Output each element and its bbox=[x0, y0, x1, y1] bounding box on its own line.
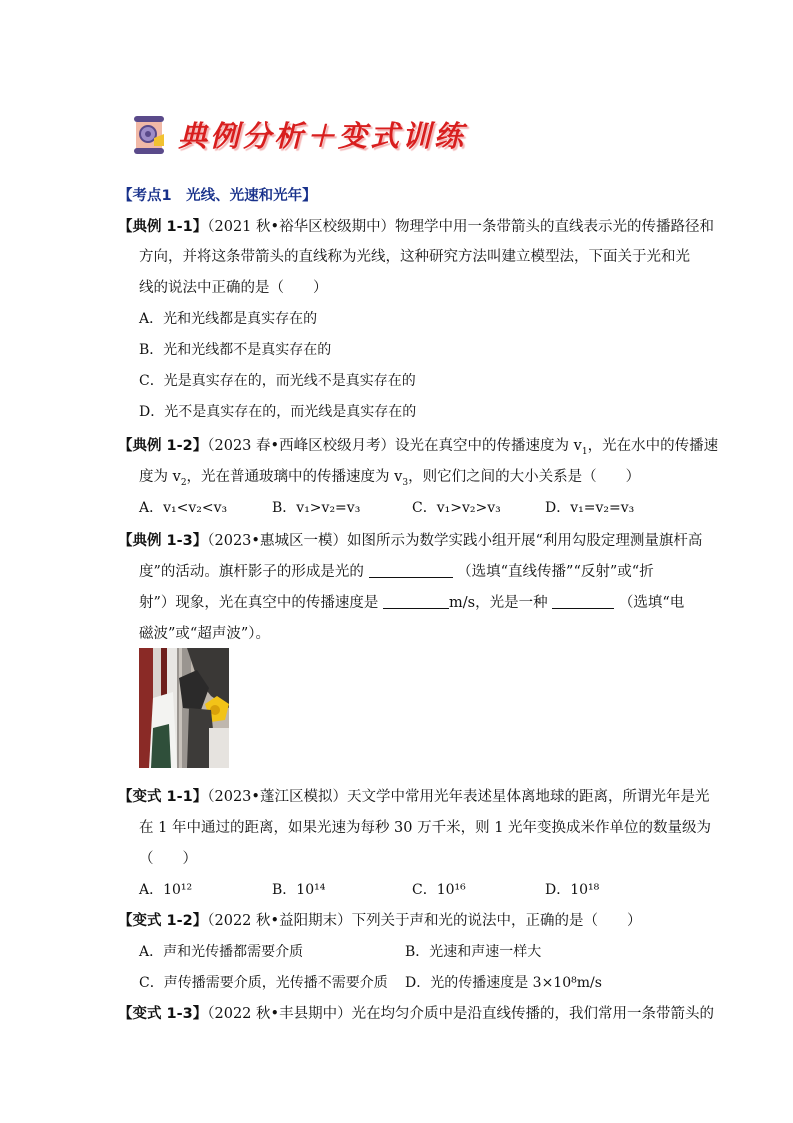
option-a: A．声和光传播都需要介质 bbox=[139, 944, 304, 960]
option-c: C．10¹⁶ bbox=[412, 882, 466, 898]
option-a: A．光和光线都是真实存在的 bbox=[139, 311, 318, 327]
question-tag: 【变式 1-2】 bbox=[118, 913, 208, 929]
question-tag: 【典例 1-3】 bbox=[118, 533, 208, 549]
question-tag: 【典例 1-1】 bbox=[118, 219, 208, 235]
option-d: D．10¹⁸ bbox=[545, 882, 600, 898]
question-text: （2022 秋•丰县期中）光在均匀介质中是沿直线传播的，我们常用一条带箭头的 bbox=[207, 1006, 715, 1022]
option-a: A．v₁<v₂<v₃ bbox=[139, 500, 228, 516]
question-text: 射”）现象，光在真空中的传播速度是 bbox=[139, 595, 379, 611]
question-1-3-line-4: 磁波”或“超声波”）。 bbox=[139, 626, 270, 642]
question-text: （2023 春•西峰区校级月考）设光在真空中的传播速度为 v bbox=[207, 438, 582, 454]
variant-1-1-line-1 bbox=[118, 787, 709, 807]
question-1-3-line-2 bbox=[139, 562, 654, 582]
option-b: B．光和光线都不是真实存在的 bbox=[139, 342, 332, 358]
option-b: B．v₁>v₂=v₃ bbox=[272, 500, 361, 516]
question-1-2-line-1: 【典例 1-2】（2023 春•西峰区校级月考）设光在真空中的传播速度为 $v_1$，光在水中的传播速 bbox=[118, 438, 719, 457]
section-heading: 【考点1 光线、光速和光年】 bbox=[118, 188, 317, 204]
option-d: D．v₁=v₂=v₃ bbox=[545, 500, 635, 516]
question-1-3-line-3 bbox=[139, 593, 684, 613]
variant-1-1-line-3: （ ） bbox=[139, 851, 197, 867]
question-1-1-line-3: 线的说法中正确的是（ ） bbox=[139, 280, 328, 296]
question-text: ，则它们之间的大小关系是（ ） bbox=[408, 469, 641, 485]
question-tag: 【典例 1-2】 bbox=[118, 438, 208, 454]
option-d: D．光的传播速度是 3×10⁸m/s bbox=[405, 975, 602, 991]
flagpole-shadow-image bbox=[139, 648, 229, 768]
option-d: D．光不是真实存在的，而光线是真实存在的 bbox=[139, 404, 417, 420]
scroll-book-icon bbox=[128, 112, 172, 156]
variant-1-2-line-1 bbox=[118, 911, 642, 931]
question-text: 度”的活动。旗杆影子的形成是光的 bbox=[139, 564, 364, 580]
flagpole-photo bbox=[139, 648, 229, 768]
question-tag: 【变式 1-3】 bbox=[118, 1006, 208, 1022]
question-1-2-line-2: 度为 $v_2$，光在普通玻璃中的传播速度为 $v_3$，则它们之间的大小关系是（ ） bbox=[139, 469, 641, 488]
question-text: （选填“电 bbox=[618, 595, 685, 611]
answer-blank-3[interactable] bbox=[552, 594, 614, 609]
variant-1-3-line-1 bbox=[118, 1004, 714, 1024]
answer-blank-1[interactable] bbox=[369, 563, 453, 578]
question-text: （2022 秋•益阳期末）下列关于声和光的说法中，正确的是（ ） bbox=[207, 913, 642, 929]
question-text: 度为 v bbox=[139, 469, 181, 485]
variant-1-1-line-2: 在 1 年中通过的距离，如果光速为每秒 30 万千米，则 1 光年变换成米作单位的数量级为 bbox=[139, 820, 712, 836]
question-text: （选填“直线传播”“反射”或“折 bbox=[457, 564, 654, 580]
question-text: ，光在水中的传播速 bbox=[587, 438, 719, 454]
option-c: C．v₁>v₂>v₃ bbox=[412, 500, 501, 516]
question-1-1-line-2: 方向，并将这条带箭头的直线称为光线，这种研究方法叫建立模型法，下面关于光和光 bbox=[139, 249, 690, 265]
answer-blank-2[interactable] bbox=[383, 594, 449, 609]
option-a: A．10¹² bbox=[139, 882, 193, 898]
question-text: （2021 秋•裕华区校级期中）物理学中用一条带箭头的直线表示光的传播路径和 bbox=[207, 219, 715, 235]
question-1-1-line-1 bbox=[118, 217, 714, 237]
question-text: （2023•惠城区一模）如图所示为数学实践小组开展“利用勾股定理测量旗杆高 bbox=[207, 533, 703, 549]
question-tag: 【变式 1-1】 bbox=[118, 789, 208, 805]
question-1-3-line-1 bbox=[118, 531, 702, 551]
option-c: C．光是真实存在的，而光线不是真实存在的 bbox=[139, 373, 416, 389]
banner-title: 典例分析＋变式训练 bbox=[178, 119, 467, 153]
question-text: ，光在普通玻璃中的传播速度为 v bbox=[186, 469, 403, 485]
option-b: B．光速和声速一样大 bbox=[405, 944, 542, 960]
option-c: C．声传播需要介质，光传播不需要介质 bbox=[139, 975, 388, 991]
section-banner bbox=[128, 108, 488, 158]
question-text: （2023•蓬江区模拟）天文学中常用光年表述星体离地球的距离，所谓光年是光 bbox=[207, 789, 710, 805]
option-b: B．10¹⁴ bbox=[272, 882, 326, 898]
question-text: m/s，光是一种 bbox=[449, 595, 548, 611]
